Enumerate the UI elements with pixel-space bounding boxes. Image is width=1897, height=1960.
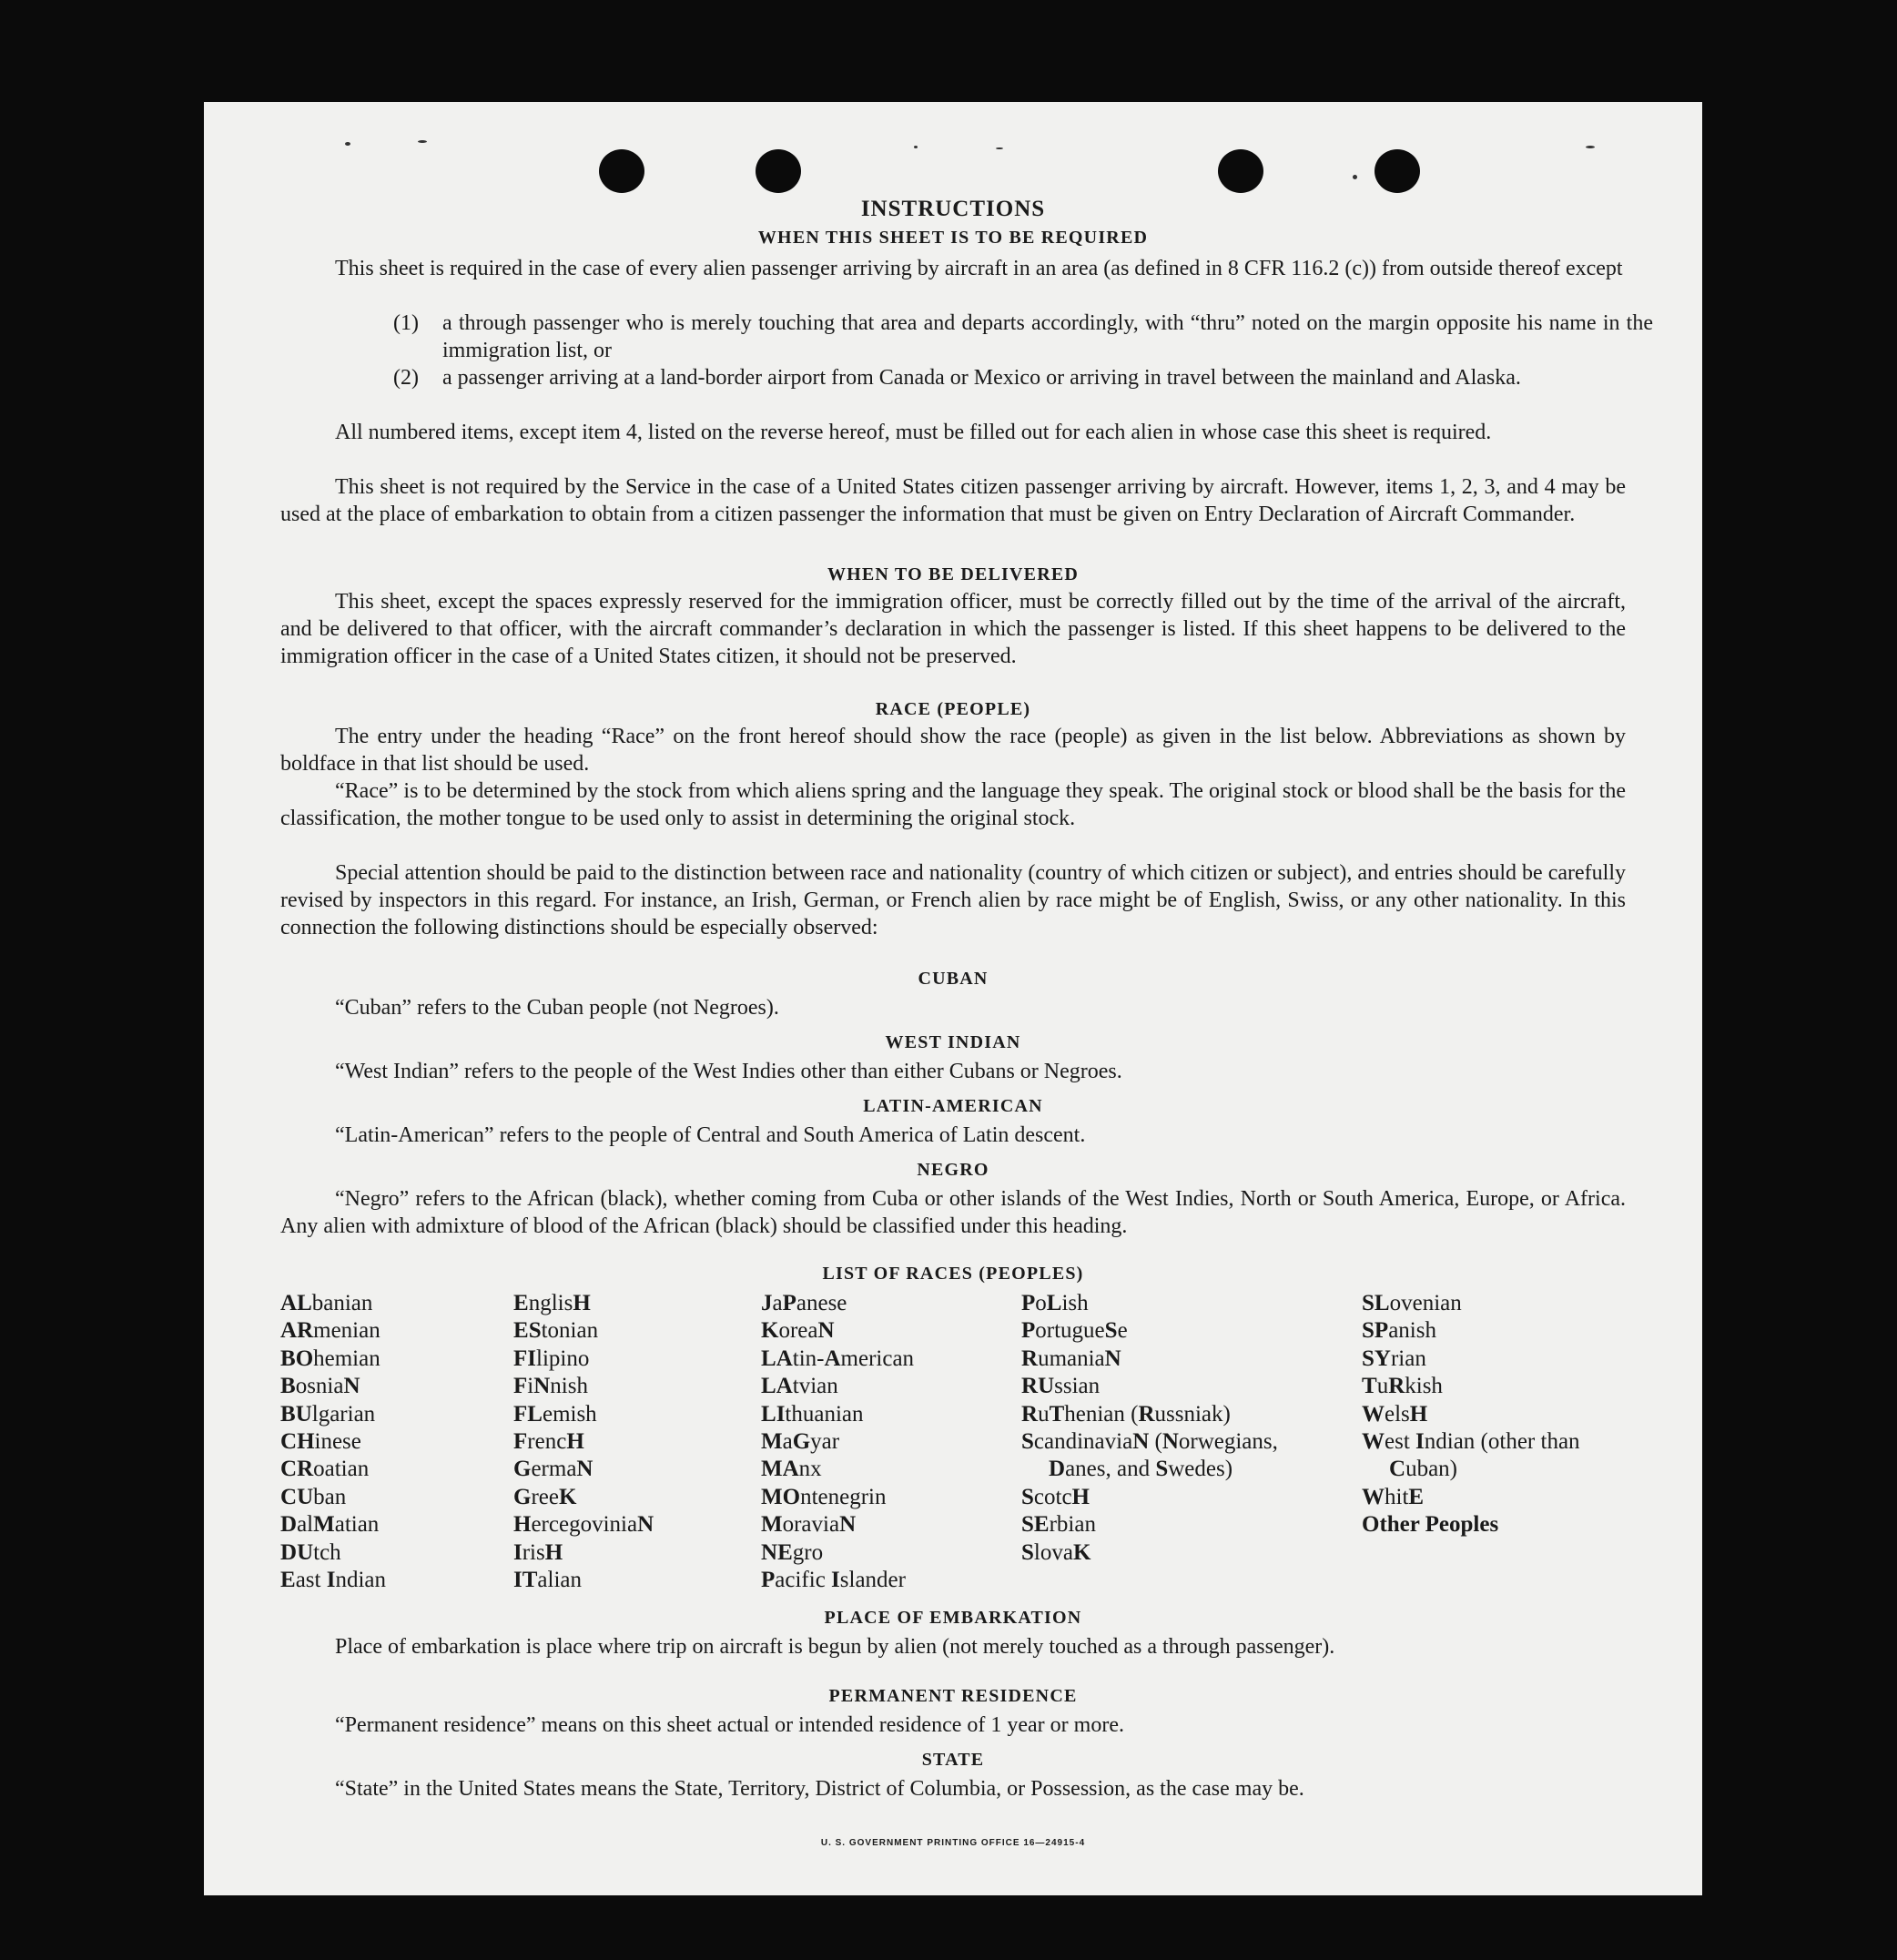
race-p2: “Race” is to be determined by the stock from which aliens spring and the language they speak. The original stock or blood shall be the basis for the classification, the mother tongue to be used only to assist in determining the original stock. [280,779,1626,830]
race-item: EnglisH [513,1291,591,1315]
race-item: GreeK [513,1484,577,1509]
race-item: ARmenian [280,1318,380,1344]
race-item: DalMatian [280,1512,380,1538]
race-item: East Indian [280,1568,386,1593]
when-required-p3: This sheet is not required by the Service in the case of a United States citizen passenger arriving by aircraft. However, items 1, 2, 3, and 4 may be used at the place of embarkation to obtain from a citizen passenger the information that must be given on Entry Declaration of Aircraft Commander. [280,475,1626,526]
race-item: GermaN [513,1457,593,1482]
race-item: MoraviaN [761,1512,857,1538]
race-item: RumaniaN [1021,1346,1121,1371]
printer-imprint: U. S. GOVERNMENT PRINTING OFFICE 16—24915-4 [820,1838,1086,1848]
race-item: PortugueSe [1021,1318,1128,1344]
section-heading-permanent-residence: PERMANENT RESIDENCE [828,1686,1078,1706]
punch-hole [1375,149,1420,193]
race-item: ITalian [513,1568,583,1593]
when-required-p2: All numbered items, except item 4, listed on the reverse hereof, must be filled out for each alien in whose case this sheet is required. [335,421,1492,444]
race-list-column-1 [280,1290,499,1594]
west-indian-text: “West Indian” refers to the people of the West Indies other than either Cubans or Negroes. [335,1060,1122,1083]
race-item: LIthuanian [761,1401,864,1427]
race-item: SlovaK [1021,1539,1091,1565]
race-list-column-3 [761,1290,1007,1594]
page-title: INSTRUCTIONS [860,197,1046,221]
race-item: JaPanese [761,1291,847,1315]
punch-hole [756,149,801,193]
item-text: a through passenger who is merely touching that area and departs accordingly, with “thru” noted on the margin opposite his name in the immigration list, or [442,311,1653,362]
race-item: MAnx [761,1457,822,1482]
race-item: HercegoviniaN [513,1512,654,1538]
cuban-text: “Cuban” refers to the Cuban people (not Negroes). [335,996,779,1020]
race-p1: The entry under the heading “Race” on the front hereof should show the race (people) as given in the list below. Abbreviations as shown by boldface in that list should be used. [280,725,1626,776]
item-number: (1) [393,311,419,335]
item-text: a passenger arriving at a land-border airport from Canada or Mexico or arriving in travel between the mainland and Alaska. [442,366,1521,390]
race-item: DUtch [280,1539,341,1565]
state-text: “State” in the United States means the State, Territory, District of Columbia, or Possession, as the case may be. [335,1777,1304,1801]
negro-text: “Negro” refers to the African (black), whether coming from Cuba or other islands of the West Indies, North or South America, Europe, or Africa. Any alien with admixture of blood of the African (black) should be classified under this heading. [280,1187,1626,1238]
race-item: WhitE [1362,1484,1425,1509]
race-item: WelsH [1362,1401,1428,1427]
section-heading-cuban: CUBAN [918,969,989,989]
race-item: EStonian [513,1318,599,1344]
race-item: BOhemian [280,1346,380,1371]
when-delivered-p1: This sheet, except the spaces expressly reserved for the immigration officer, must be correctly filled out by the time of the arrival of the aircraft, and be delivered to that officer, with the aircraft commander’s declaration in which the passenger is listed. If this sheet happens to be delivered to the immigration officer in the case of a United States citizen, it should not be preserved. [280,590,1626,668]
race-item: CRoatian [280,1457,370,1482]
exception-item-2 [393,364,1653,391]
race-item: CUban [280,1484,347,1509]
race-list-column-2 [513,1290,750,1594]
race-item: Other Peoples [1362,1512,1499,1538]
race-item: LAtvian [761,1374,838,1399]
section-heading-race: RACE (PEOPLE) [875,699,1031,719]
race-item: FIlipino [513,1346,590,1371]
race-p3: Special attention should be paid to the distinction between race and nationality (country of which citizen or subject), and entries should be carefully revised by inspectors in this regard. For instance, an Irish, German, or French alien by race might be of English, Swiss, or any other nationality. In this connection the following distinctions should be especially observed: [280,861,1626,939]
race-item: IrisH [513,1539,563,1565]
race-item: ScotcH [1021,1484,1090,1509]
section-heading-state: STATE [921,1750,985,1770]
race-item: Pacific Islander [761,1568,906,1593]
latin-american-text: “Latin-American” refers to the people of Central and South America of Latin descent. [335,1123,1086,1147]
race-item: RUssian [1021,1374,1101,1399]
race-item: RuThenian (Russniak) [1021,1401,1231,1427]
race-item: SYrian [1362,1346,1426,1371]
race-item: MOntenegrin [761,1484,887,1509]
race-item: SLovenian [1362,1291,1462,1315]
punch-hole [599,149,644,193]
race-item: MaGyar [761,1429,840,1455]
punch-hole [1218,149,1263,193]
race-item: BUlgarian [280,1401,376,1427]
race-item: CHinese [280,1429,361,1455]
residence-text: “Permanent residence” means on this sheet actual or intended residence of 1 year or more. [335,1713,1124,1737]
race-list-column-5 [1362,1290,1626,1539]
section-heading-list-of-races: LIST OF RACES (PEOPLES) [822,1264,1084,1284]
race-item: FLemish [513,1401,597,1427]
section-heading-embarkation: PLACE OF EMBARKATION [824,1608,1082,1628]
embarkation-text: Place of embarkation is place where trip on aircraft is begun by alien (not merely touched as a through passenger). [335,1635,1335,1659]
when-required-intro: This sheet is required in the case of every alien passenger arriving by aircraft in an area (as defined in 8 CFR 116.2 (c)) from outside thereof except [335,257,1623,280]
race-list-column-4 [1021,1290,1311,1567]
race-item: LAtin-American [761,1346,915,1371]
section-heading-when-delivered: WHEN TO BE DELIVERED [827,564,1080,584]
race-item: TuRkish [1362,1374,1443,1399]
race-item: SPanish [1362,1318,1436,1344]
race-item: ScandinaviaN (Norwegians, Danes, and Swedes) [1021,1429,1278,1482]
race-item: KoreaN [761,1318,835,1344]
item-number: (2) [393,366,419,390]
race-item: NEgro [761,1539,824,1565]
section-heading-negro: NEGRO [917,1160,989,1180]
section-heading-when-required: WHEN THIS SHEET IS TO BE REQUIRED [757,228,1149,248]
race-item: BosniaN [280,1374,360,1399]
document-page [204,102,1702,1895]
section-heading-latin-american: LATIN-AMERICAN [863,1096,1043,1116]
race-item: FrencH [513,1429,584,1455]
race-item: FiNnish [513,1374,588,1399]
exception-item-1 [393,310,1653,364]
race-item: West Indian (other than Cuban) [1362,1429,1580,1482]
section-heading-west-indian: WEST INDIAN [885,1032,1021,1052]
race-item: PoLish [1021,1291,1089,1315]
race-item: ALbanian [280,1291,373,1315]
race-item: SErbian [1021,1512,1096,1538]
